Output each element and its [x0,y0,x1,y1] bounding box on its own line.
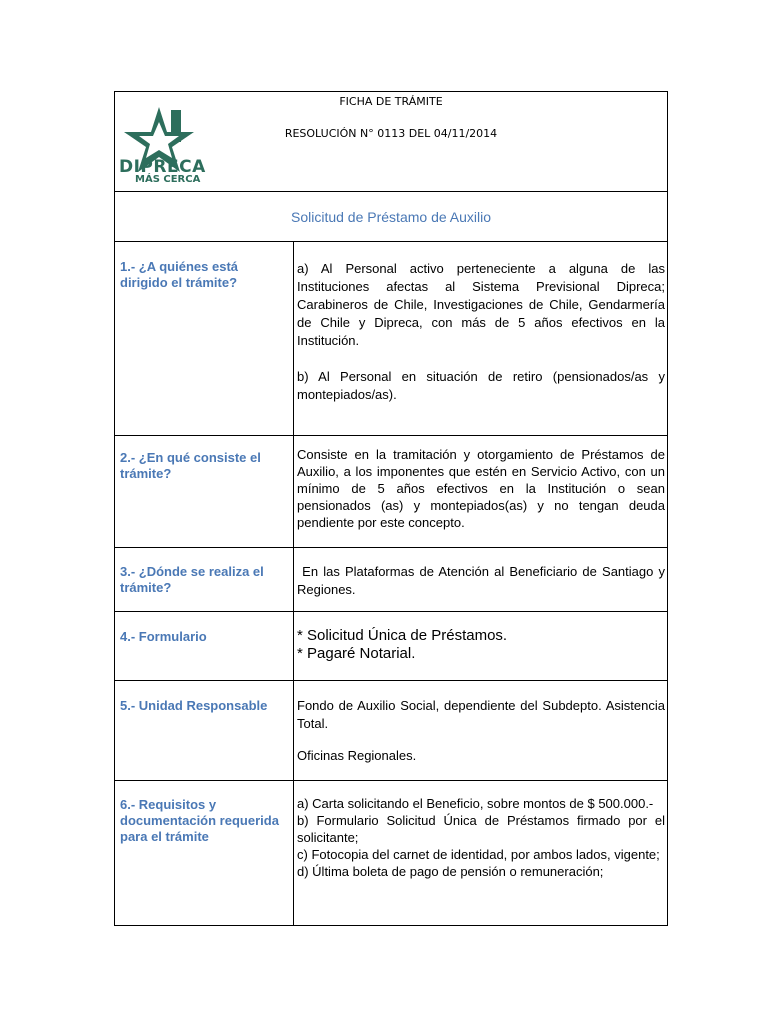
paragraph: b) Formulario Solicitud Única de Préstamos firmado por el solicitante; [297,813,665,845]
paragraph: a) Carta solicitando el Beneficio, sobre montos de $ 500.000.- [297,796,654,811]
column-divider [293,241,294,925]
paragraph: Oficinas Regionales. [297,748,417,763]
row-label-requirements: 6.- Requisitos y documentación requerida para el trámite [120,797,279,844]
sheet-title: FICHA DE TRÁMITE [339,95,443,108]
paragraph: * Solicitud Única de Préstamos. [297,627,508,644]
procedure-sheet [114,91,668,926]
logo-tagline: MÁS CERCA [135,174,201,185]
row-label-description: 2.- ¿En qué consiste el trámite? [120,450,261,481]
paragraph: * Pagaré Notarial. [297,645,416,662]
row-divider [115,435,667,436]
paragraph: a) Al Personal activo perteneciente a alguna de las Instituciones afectas al Sistema Previsional Dipreca; Carabineros de Chile, Investigaciones de Chile, Gendarmería de Chile y Dipreca, con más de 5 años efectivos en la Institución. [297,261,665,348]
row-label-target: 1.- ¿A quiénes está dirigido el trámite? [120,259,238,290]
row-divider [115,780,667,781]
paragraph: En las Plataformas de Atención al Beneficiario de Santiago y Regiones. [297,564,669,597]
divider [115,241,667,242]
row-label-location: 3.- ¿Dónde se realiza el trámite? [120,564,264,595]
row-divider [115,611,667,612]
row-content-description [297,446,665,531]
row-label-form: 4.- Formulario [120,629,207,644]
row-content-requirements [297,795,665,880]
row-divider [115,680,667,681]
logo-wordmark: DIPRECA [119,157,206,177]
procedure-name: Solicitud de Préstamo de Auxilio [291,209,491,225]
row-divider [115,547,667,548]
paragraph: b) Al Personal en situación de retiro (pensionados/as y montepiados/as). [297,369,665,402]
paragraph: c) Fotocopia del carnet de identidad, por ambos lados, vigente; [297,847,660,862]
row-content-target [297,260,665,404]
row-content-form [297,627,665,663]
divider [115,191,667,192]
paragraph: Consiste en la tramitación y otorgamiento de Préstamos de Auxilio, a los imponentes que estén en Servicio Activo, con un mínimo de 5 años efectivos en la Institución o sean pensionados (as) y montepiados(as) y no tengan deuda pendiente por este concepto. [297,447,665,530]
row-content-location [297,563,669,599]
resolution-number: RESOLUCIÓN N° 0113 DEL 04/11/2014 [284,127,498,140]
row-label-unit: 5.- Unidad Responsable [120,698,268,713]
paragraph: Fondo de Auxilio Social, dependiente del Subdepto. Asistencia Total. [297,698,665,731]
row-content-unit [297,697,665,765]
paragraph: d) Última boleta de pago de pensión o remuneración; [297,864,604,879]
